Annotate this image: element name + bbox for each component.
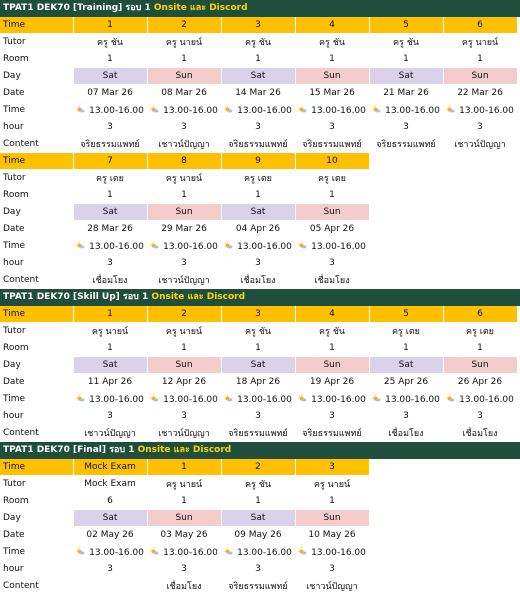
cell-tutor: Mock Exam bbox=[73, 476, 147, 493]
row-day bbox=[0, 204, 369, 221]
row-label: Day bbox=[0, 204, 73, 221]
cell-time bbox=[147, 544, 221, 561]
cell-date: 25 Apr 26 bbox=[369, 374, 443, 391]
row-day bbox=[0, 357, 517, 374]
cell-content: เชื่อมโยง bbox=[221, 272, 295, 289]
sun-weather-icon bbox=[298, 548, 311, 558]
cell-room: 1 bbox=[221, 187, 295, 204]
cell-room: 1 bbox=[147, 340, 221, 357]
time-text: 13.00-16.00 bbox=[237, 547, 292, 558]
cell-room: 1 bbox=[73, 51, 147, 68]
cell-tutor: ครู นายน์ bbox=[295, 476, 369, 493]
row-label: Date bbox=[0, 221, 73, 238]
cell-day: Sun bbox=[147, 68, 221, 85]
cell-tutor: ครู ชัน bbox=[295, 323, 369, 340]
row-time bbox=[0, 153, 369, 170]
cell-hour: 3 bbox=[369, 119, 443, 136]
time-text: 13.00-16.00 bbox=[89, 394, 144, 405]
cell-date: 12 Apr 26 bbox=[147, 374, 221, 391]
cell-tutor: ครู นายน์ bbox=[147, 170, 221, 187]
cell-room: 1 bbox=[369, 51, 443, 68]
row-time2 bbox=[0, 544, 369, 561]
time-text: 13.00-16.00 bbox=[89, 241, 144, 252]
cell-tutor: ครู ชัน bbox=[221, 323, 295, 340]
time-text: 13.00-16.00 bbox=[459, 105, 514, 116]
cell-no: 6 bbox=[443, 306, 517, 323]
cell-hour: 3 bbox=[295, 408, 369, 425]
cell-time bbox=[147, 238, 221, 255]
cell-day: Sat bbox=[73, 357, 147, 374]
cell-date: 03 May 26 bbox=[147, 527, 221, 544]
row-label: Time bbox=[0, 17, 73, 34]
time-text: 13.00-16.00 bbox=[163, 241, 218, 252]
row-label: Time bbox=[0, 459, 73, 476]
cell-room: 1 bbox=[147, 493, 221, 510]
cell-no: 3 bbox=[295, 459, 369, 476]
row-tutor bbox=[0, 34, 517, 51]
cell-room: 6 bbox=[73, 493, 147, 510]
cell-hour: 3 bbox=[295, 561, 369, 578]
row-hour bbox=[0, 408, 517, 425]
cell-time bbox=[295, 102, 369, 119]
cell-day: Sat bbox=[221, 204, 295, 221]
section-header-final bbox=[0, 442, 520, 459]
row-label: Tutor bbox=[0, 34, 73, 51]
sun-weather-icon bbox=[76, 106, 89, 116]
cell-no: 2 bbox=[221, 459, 295, 476]
cell-day: Sat bbox=[73, 204, 147, 221]
time-text: 13.00-16.00 bbox=[385, 394, 440, 405]
cell-time bbox=[295, 391, 369, 408]
cell-tutor: ครู ชัน bbox=[221, 476, 295, 493]
row-hour bbox=[0, 119, 517, 136]
cell-no: 7 bbox=[73, 153, 147, 170]
cell-hour: 3 bbox=[221, 255, 295, 272]
cell-no: 4 bbox=[295, 17, 369, 34]
cell-no: 4 bbox=[295, 306, 369, 323]
cell-tutor: ครู นายน์ bbox=[443, 34, 517, 51]
cell-day: Sat bbox=[221, 68, 295, 85]
cell-no: 5 bbox=[369, 17, 443, 34]
cell-no: 10 bbox=[295, 153, 369, 170]
row-time2 bbox=[0, 391, 517, 408]
row-time2 bbox=[0, 102, 517, 119]
cell-hour: 3 bbox=[295, 255, 369, 272]
row-date bbox=[0, 221, 369, 238]
cell-date: 15 Mar 26 bbox=[295, 85, 369, 102]
cell-content: เชาวน์ปัญญา bbox=[147, 272, 221, 289]
cell-hour: 3 bbox=[221, 408, 295, 425]
cell-hour: 3 bbox=[73, 119, 147, 136]
cell-no: 3 bbox=[221, 306, 295, 323]
sun-weather-icon bbox=[298, 106, 311, 116]
time-text: 13.00-16.00 bbox=[385, 105, 440, 116]
section-header-skillup bbox=[0, 289, 520, 306]
schedule-table bbox=[0, 17, 518, 153]
time-text: 13.00-16.00 bbox=[163, 105, 218, 116]
cell-room: 1 bbox=[295, 340, 369, 357]
cell-no: 2 bbox=[147, 306, 221, 323]
cell-room: 1 bbox=[221, 340, 295, 357]
cell-room: 1 bbox=[73, 340, 147, 357]
sun-weather-icon bbox=[298, 395, 311, 405]
cell-time bbox=[295, 238, 369, 255]
cell-content: เชาวน์ปัญญา bbox=[147, 136, 221, 153]
sun-weather-icon bbox=[76, 548, 89, 558]
cell-content: เชื่อมโยง bbox=[295, 272, 369, 289]
cell-no: 1 bbox=[147, 459, 221, 476]
cell-tutor: ครู เตย bbox=[221, 170, 295, 187]
sun-weather-icon bbox=[372, 106, 385, 116]
cell-time bbox=[221, 544, 295, 561]
row-label: Room bbox=[0, 51, 73, 68]
cell-date: 19 Apr 26 bbox=[295, 374, 369, 391]
row-label: Time bbox=[0, 306, 73, 323]
cell-content: จริยธรรมแพทย์ bbox=[73, 136, 147, 153]
row-label: Day bbox=[0, 510, 73, 527]
cell-date: 21 Mar 26 bbox=[369, 85, 443, 102]
row-label: Content bbox=[0, 578, 73, 595]
cell-tutor: ครู เตย bbox=[295, 170, 369, 187]
row-hour bbox=[0, 561, 369, 578]
cell-content: จริยธรรมแพทย์ bbox=[295, 136, 369, 153]
sun-weather-icon bbox=[150, 106, 163, 116]
cell-date: 05 Apr 26 bbox=[295, 221, 369, 238]
row-label: Content bbox=[0, 136, 73, 153]
cell-no: 5 bbox=[369, 306, 443, 323]
time-text: 13.00-16.00 bbox=[163, 394, 218, 405]
cell-content: จริยธรรมแพทย์ bbox=[221, 136, 295, 153]
row-label: Day bbox=[0, 357, 73, 374]
row-time bbox=[0, 17, 517, 34]
row-label: Date bbox=[0, 527, 73, 544]
section-title: TPAT1 DEK70 [Final] รอบ 1 bbox=[3, 445, 138, 455]
cell-tutor: ครู เตย bbox=[369, 323, 443, 340]
cell-date: 07 Mar 26 bbox=[73, 85, 147, 102]
time-text: 13.00-16.00 bbox=[311, 105, 366, 116]
sun-weather-icon bbox=[224, 395, 237, 405]
row-label: hour bbox=[0, 561, 73, 578]
cell-tutor: ครู ชัน bbox=[73, 34, 147, 51]
cell-date: 18 Apr 26 bbox=[221, 374, 295, 391]
row-content bbox=[0, 425, 517, 442]
cell-time bbox=[147, 391, 221, 408]
row-label: Date bbox=[0, 85, 73, 102]
cell-date: 28 Mar 26 bbox=[73, 221, 147, 238]
section-title-highlight: Onsite และ Discord bbox=[151, 292, 246, 302]
cell-tutor: ครู นายน์ bbox=[147, 476, 221, 493]
row-label: hour bbox=[0, 255, 73, 272]
cell-hour: 3 bbox=[147, 255, 221, 272]
row-content bbox=[0, 272, 369, 289]
cell-tutor: ครู ชัน bbox=[295, 34, 369, 51]
cell-date: 04 Apr 26 bbox=[221, 221, 295, 238]
schedule-table bbox=[0, 306, 518, 442]
cell-tutor: ครู ชัน bbox=[221, 34, 295, 51]
cell-time bbox=[73, 238, 147, 255]
cell-content: จริยธรรมแพทย์ bbox=[295, 425, 369, 442]
row-room bbox=[0, 51, 517, 68]
cell-room: 1 bbox=[443, 51, 517, 68]
row-date bbox=[0, 374, 517, 391]
sun-weather-icon bbox=[76, 242, 89, 252]
cell-time bbox=[443, 391, 517, 408]
cell-room: 1 bbox=[73, 187, 147, 204]
cell-day: Sat bbox=[221, 510, 295, 527]
cell-date: 02 May 26 bbox=[73, 527, 147, 544]
time-text: 13.00-16.00 bbox=[163, 547, 218, 558]
cell-time bbox=[443, 102, 517, 119]
cell-tutor: ครู นายน์ bbox=[73, 323, 147, 340]
cell-hour: 3 bbox=[147, 561, 221, 578]
cell-day: Sun bbox=[295, 204, 369, 221]
row-label: Room bbox=[0, 340, 73, 357]
row-label: Day bbox=[0, 68, 73, 85]
time-text: 13.00-16.00 bbox=[311, 547, 366, 558]
schedule-table bbox=[0, 153, 370, 289]
cell-time bbox=[73, 391, 147, 408]
cell-day: Sat bbox=[369, 357, 443, 374]
cell-no: 8 bbox=[147, 153, 221, 170]
row-label: Room bbox=[0, 187, 73, 204]
cell-day: Sun bbox=[443, 68, 517, 85]
cell-tutor: ครู เตย bbox=[73, 170, 147, 187]
cell-time bbox=[221, 102, 295, 119]
row-label: Tutor bbox=[0, 476, 73, 493]
cell-content: จริยธรรมแพทย์ bbox=[221, 578, 295, 595]
row-label: Time bbox=[0, 391, 73, 408]
cell-tutor: ครู นายน์ bbox=[147, 323, 221, 340]
cell-hour: 3 bbox=[73, 408, 147, 425]
cell-date: 08 Mar 26 bbox=[147, 85, 221, 102]
sun-weather-icon bbox=[224, 548, 237, 558]
row-room bbox=[0, 493, 369, 510]
cell-tutor: ครู นายน์ bbox=[147, 34, 221, 51]
cell-time bbox=[221, 391, 295, 408]
row-room bbox=[0, 340, 517, 357]
time-text: 13.00-16.00 bbox=[459, 394, 514, 405]
cell-tutor: ครู ชัน bbox=[369, 34, 443, 51]
cell-content: เชื่อมโยง bbox=[73, 272, 147, 289]
cell-no: 3 bbox=[221, 17, 295, 34]
cell-hour: 3 bbox=[295, 119, 369, 136]
row-time2 bbox=[0, 238, 369, 255]
cell-content bbox=[73, 578, 147, 595]
row-date bbox=[0, 85, 517, 102]
cell-day: Sat bbox=[73, 510, 147, 527]
cell-room: 1 bbox=[369, 340, 443, 357]
cell-hour: 3 bbox=[443, 408, 517, 425]
cell-day: Sat bbox=[369, 68, 443, 85]
sun-weather-icon bbox=[150, 242, 163, 252]
row-date bbox=[0, 527, 369, 544]
cell-content: เชื่อมโยง bbox=[147, 578, 221, 595]
time-text: 13.00-16.00 bbox=[237, 241, 292, 252]
row-day bbox=[0, 68, 517, 85]
time-text: 13.00-16.00 bbox=[89, 547, 144, 558]
row-day bbox=[0, 510, 369, 527]
cell-content: เชาวน์ปัญญา bbox=[295, 578, 369, 595]
cell-no: 9 bbox=[221, 153, 295, 170]
cell-no: 6 bbox=[443, 17, 517, 34]
sun-weather-icon bbox=[446, 106, 459, 116]
row-label: Tutor bbox=[0, 323, 73, 340]
cell-room: 1 bbox=[147, 51, 221, 68]
cell-hour: 3 bbox=[147, 119, 221, 136]
cell-room: 1 bbox=[295, 51, 369, 68]
cell-date: 10 May 26 bbox=[295, 527, 369, 544]
section-title: TPAT1 DEK70 [Training] รอบ 1 bbox=[3, 3, 154, 13]
cell-date: 26 Apr 26 bbox=[443, 374, 517, 391]
cell-time bbox=[369, 102, 443, 119]
cell-content: เชาวน์ปัญญา bbox=[443, 136, 517, 153]
time-text: 13.00-16.00 bbox=[89, 105, 144, 116]
cell-day: Sun bbox=[147, 204, 221, 221]
cell-day: Sat bbox=[73, 68, 147, 85]
cell-date: 29 Mar 26 bbox=[147, 221, 221, 238]
section-title-highlight: Onsite และ Discord bbox=[153, 3, 248, 13]
cell-room: 1 bbox=[295, 493, 369, 510]
cell-time bbox=[73, 102, 147, 119]
cell-date: 14 Mar 26 bbox=[221, 85, 295, 102]
cell-room: 1 bbox=[443, 340, 517, 357]
cell-content: เชื่อมโยง bbox=[443, 425, 517, 442]
row-label: Time bbox=[0, 153, 73, 170]
row-label: Date bbox=[0, 374, 73, 391]
cell-hour: 3 bbox=[221, 119, 295, 136]
row-time bbox=[0, 459, 369, 476]
cell-content: เชาวน์ปัญญา bbox=[73, 425, 147, 442]
cell-content: จริยธรรมแพทย์ bbox=[221, 425, 295, 442]
sun-weather-icon bbox=[224, 106, 237, 116]
sun-weather-icon bbox=[150, 548, 163, 558]
row-label: Content bbox=[0, 272, 73, 289]
cell-hour: 3 bbox=[73, 561, 147, 578]
row-tutor bbox=[0, 170, 369, 187]
sun-weather-icon bbox=[150, 395, 163, 405]
cell-date: 09 May 26 bbox=[221, 527, 295, 544]
cell-content: จริยธรรมแพทย์ bbox=[369, 136, 443, 153]
row-label: Time bbox=[0, 544, 73, 561]
row-content bbox=[0, 136, 517, 153]
cell-time bbox=[147, 102, 221, 119]
row-label: Time bbox=[0, 102, 73, 119]
cell-no: Mock Exam bbox=[73, 459, 147, 476]
cell-day: Sun bbox=[147, 510, 221, 527]
cell-hour: 3 bbox=[221, 561, 295, 578]
row-label: Content bbox=[0, 425, 73, 442]
cell-time bbox=[369, 391, 443, 408]
cell-time bbox=[73, 544, 147, 561]
row-tutor bbox=[0, 323, 517, 340]
row-label: Tutor bbox=[0, 170, 73, 187]
cell-day: Sat bbox=[221, 357, 295, 374]
cell-room: 1 bbox=[147, 187, 221, 204]
row-content bbox=[0, 578, 369, 595]
time-text: 13.00-16.00 bbox=[237, 105, 292, 116]
cell-day: Sun bbox=[443, 357, 517, 374]
sun-weather-icon bbox=[298, 242, 311, 252]
row-label: hour bbox=[0, 119, 73, 136]
section-title-highlight: Onsite และ Discord bbox=[137, 445, 232, 455]
cell-day: Sun bbox=[295, 68, 369, 85]
time-text: 13.00-16.00 bbox=[311, 241, 366, 252]
cell-room: 1 bbox=[295, 187, 369, 204]
sun-weather-icon bbox=[446, 395, 459, 405]
section-title: TPAT1 DEK70 [Skill Up] รอบ 1 bbox=[3, 292, 152, 302]
sun-weather-icon bbox=[372, 395, 385, 405]
cell-date: 11 Apr 26 bbox=[73, 374, 147, 391]
cell-hour: 3 bbox=[73, 255, 147, 272]
row-label: hour bbox=[0, 408, 73, 425]
cell-no: 1 bbox=[73, 17, 147, 34]
row-room bbox=[0, 187, 369, 204]
section-header-training bbox=[0, 0, 520, 17]
cell-date: 22 Mar 26 bbox=[443, 85, 517, 102]
row-time bbox=[0, 306, 517, 323]
cell-time bbox=[221, 238, 295, 255]
cell-no: 1 bbox=[73, 306, 147, 323]
cell-day: Sun bbox=[147, 357, 221, 374]
cell-content: เชาวน์ปัญญา bbox=[147, 425, 221, 442]
row-hour bbox=[0, 255, 369, 272]
cell-day: Sun bbox=[295, 357, 369, 374]
row-label: Time bbox=[0, 238, 73, 255]
time-text: 13.00-16.00 bbox=[237, 394, 292, 405]
sun-weather-icon bbox=[224, 242, 237, 252]
cell-no: 2 bbox=[147, 17, 221, 34]
row-label: Room bbox=[0, 493, 73, 510]
cell-room: 1 bbox=[221, 493, 295, 510]
cell-hour: 3 bbox=[369, 408, 443, 425]
row-tutor bbox=[0, 476, 369, 493]
time-text: 13.00-16.00 bbox=[311, 394, 366, 405]
cell-day: Sun bbox=[295, 510, 369, 527]
cell-hour: 3 bbox=[443, 119, 517, 136]
cell-content: เชื่อมโยง bbox=[369, 425, 443, 442]
sun-weather-icon bbox=[76, 395, 89, 405]
cell-tutor: ครู เตย bbox=[443, 323, 517, 340]
schedule-table bbox=[0, 459, 370, 595]
cell-time bbox=[295, 544, 369, 561]
cell-room: 1 bbox=[221, 51, 295, 68]
cell-hour: 3 bbox=[147, 408, 221, 425]
